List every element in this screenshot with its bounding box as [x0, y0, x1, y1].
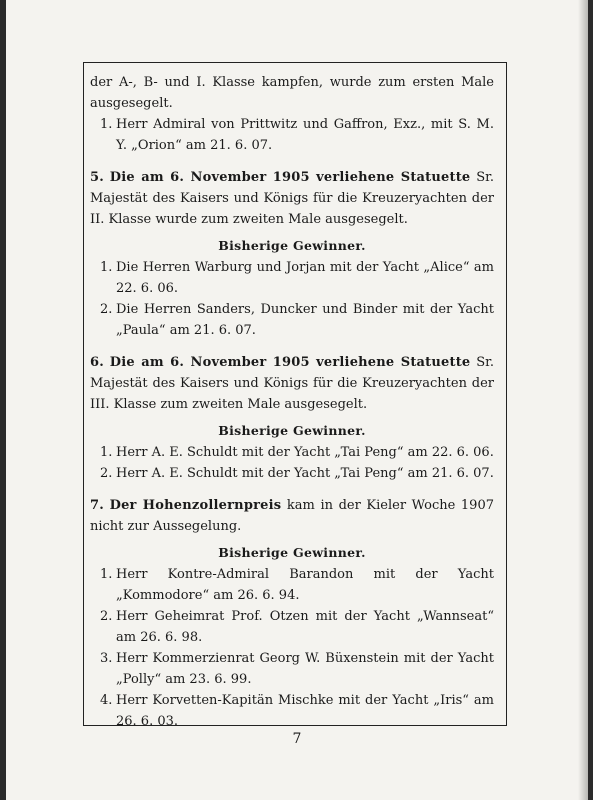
list-item [90, 257, 494, 299]
list-item-number: 3. [100, 651, 113, 666]
section-title: Der Hohenzollernpreis [109, 498, 282, 513]
list-item [90, 114, 494, 156]
page-number: 7 [292, 731, 302, 747]
list-item-number: 2. [100, 466, 113, 481]
list-item [90, 648, 494, 690]
list-item-text: Herr A. E. Schuldt mit der Yacht „Tai Peng“ am 22. 6. 06. [116, 445, 494, 460]
list-item [90, 299, 494, 341]
list-item [90, 442, 494, 463]
list-item [90, 564, 494, 606]
list-item [90, 606, 494, 648]
list-item-text: Herr Kontre-Admiral Barandon mit der Yacht „Kommodore“ am 26. 6. 94. [116, 567, 494, 603]
intro-paragraph: der A-, B- und I. Klasse kampfen, wurde zum ersten Male ausgesegelt. [90, 75, 494, 111]
section-5 [90, 167, 494, 341]
list-item-number: 2. [100, 609, 113, 624]
winners-heading: Bisherige Gewinner. [218, 423, 366, 438]
section-title: Die am 6. November 1905 verliehene Statuette [109, 170, 471, 185]
list-item-number: 1. [100, 567, 113, 582]
section-body: kam in der Kieler Woche 1907 nicht zur Aussegelung. [90, 498, 494, 534]
page-edge-shadow [578, 0, 588, 800]
list-item-text: Die Herren Warburg und Jorjan mit der Yacht „Alice“ am 22. 6. 06. [116, 260, 494, 296]
list-item-number: 2. [100, 302, 113, 317]
list-item-text: Herr Kommerzienrat Georg W. Büxenstein mit der Yacht „Polly“ am 23. 6. 99. [116, 651, 494, 687]
section-6 [90, 352, 494, 484]
list-item-number: 1. [100, 117, 113, 132]
section-paragraph [90, 352, 494, 415]
section-body: Sr. Majestät des Kaisers und Königs für die Kreuzeryachten der III. Klasse zum zweiten Male ausgesegelt. [90, 355, 495, 412]
section-number: 7. [90, 498, 104, 513]
list-item-number: 1. [100, 260, 113, 275]
section-paragraph [90, 167, 494, 230]
section-title: Die am 6. November 1905 verliehene Statuette [109, 355, 471, 370]
list-item-text: Herr A. E. Schuldt mit der Yacht „Tai Peng“ am 21. 6. 07. [116, 466, 494, 481]
section-body: Sr. Majestät des Kaisers und Königs für die Kreuzeryachten der II. Klasse wurde zum zweiten Male ausgesegelt. [90, 170, 495, 227]
list-item-number: 1. [100, 445, 113, 460]
list-item-number: 4. [100, 693, 113, 708]
page-content [90, 72, 494, 732]
winners-heading: Bisherige Gewinner. [218, 545, 366, 560]
list-item-text: Herr Korvetten-Kapitän Mischke mit der Yacht „Iris“ am 26. 6. 03. [116, 693, 494, 729]
section-number: 6. [90, 355, 104, 370]
section-7 [90, 495, 494, 732]
list-item-text: Herr Geheimrat Prof. Otzen mit der Yacht „Wannseat“ am 26. 6. 98. [116, 609, 494, 645]
list-item-text: Die Herren Sanders, Duncker und Binder mit der Yacht „Paula“ am 21. 6. 07. [116, 302, 494, 338]
list-item-text: Herr Admiral von Prittwitz und Gaffron, Exz., mit S. M. Y. „Orion“ am 21. 6. 07. [116, 117, 494, 153]
list-item [90, 690, 494, 732]
book-page [6, 0, 588, 800]
list-item [90, 463, 494, 484]
winners-heading: Bisherige Gewinner. [218, 238, 366, 253]
section-number: 5. [90, 170, 104, 185]
section-paragraph [90, 495, 494, 537]
